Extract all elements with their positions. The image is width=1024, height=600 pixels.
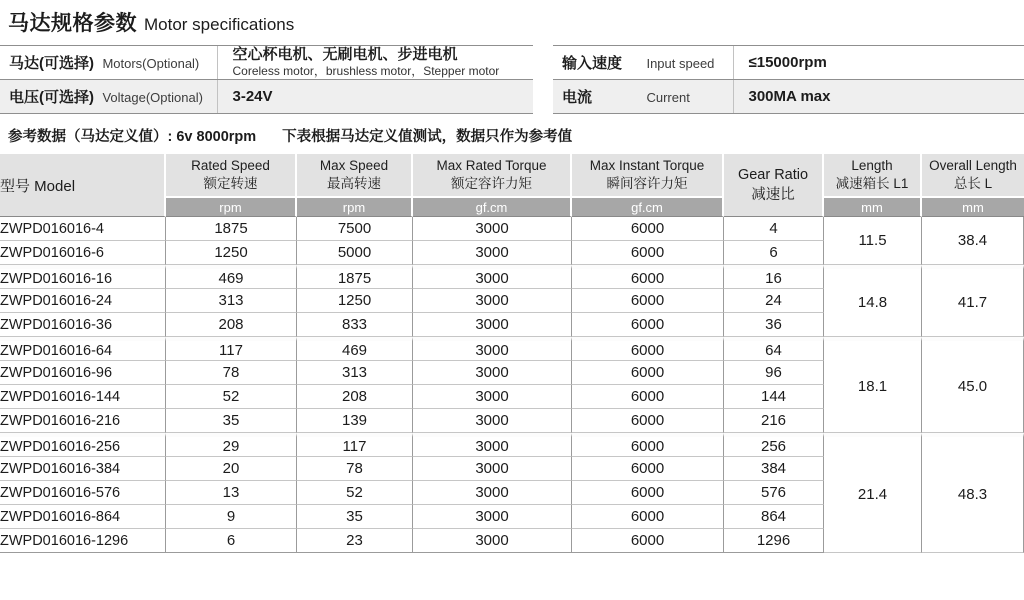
input-speed-label-zh: 输入速度 (562, 55, 623, 72)
model-cell: ZWPD016016-384 (0, 457, 166, 481)
spec-row (0, 217, 1024, 241)
gear-ratio-cell: 144 (724, 385, 824, 409)
gear-ratio-cell: 256 (724, 433, 824, 457)
length-l1-cell: 14.8 (824, 265, 922, 337)
model-cell: ZWPD016016-24 (0, 289, 166, 313)
max-instant-torque-unit: gf.cm (572, 198, 724, 217)
gear-ratio-cell: 16 (724, 265, 824, 289)
rated-speed-cell: 117 (166, 337, 297, 361)
max-speed-cell: 313 (297, 361, 413, 385)
input-speed-value (733, 46, 1024, 80)
current-row (553, 80, 1024, 114)
page-title-zh: 马达规格参数 (8, 12, 137, 35)
model-cell: ZWPD016016-64 (0, 337, 166, 361)
overall-length-header-zh: 总长 L (953, 176, 993, 191)
rated-speed-cell: 313 (166, 289, 297, 313)
max-speed-cell: 35 (297, 505, 413, 529)
overall-length-cell: 41.7 (922, 265, 1024, 337)
max-speed-cell: 1250 (297, 289, 413, 313)
max-speed-header-zh: 最高转速 (327, 176, 381, 191)
max-speed-cell: 139 (297, 409, 413, 433)
max-instant-torque-cell: 6000 (572, 481, 724, 505)
rated-speed-cell: 469 (166, 265, 297, 289)
max-rated-torque-cell: 3000 (413, 457, 572, 481)
rated-speed-column-header (166, 154, 297, 198)
specs-table (0, 154, 1024, 553)
max-speed-cell: 117 (297, 433, 413, 457)
max-rated-torque-cell: 3000 (413, 481, 572, 505)
motors-label-en: Motors(Optional) (102, 56, 200, 71)
max-instant-torque-header-en: Max Instant Torque (589, 158, 705, 174)
rated-speed-cell: 1875 (166, 217, 297, 241)
max-rated-torque-column-header (413, 154, 572, 198)
gear-ratio-cell: 6 (724, 241, 824, 265)
max-speed-column-header (297, 154, 413, 198)
gear-ratio-header-zh: 减速比 (751, 186, 795, 203)
reference-note-suffix: 下表根据马达定义值测试，数据只作为参考值 (282, 129, 573, 145)
voltage-value (217, 80, 533, 114)
model-cell: ZWPD016016-6 (0, 241, 166, 265)
rated-speed-unit: rpm (166, 198, 297, 217)
motors-label (0, 46, 217, 80)
current-value-text: 300MA max (748, 87, 831, 105)
motors-label-zh: 马达(可选择) (9, 55, 94, 72)
rated-speed-cell: 20 (166, 457, 297, 481)
model-cell: ZWPD016016-864 (0, 505, 166, 529)
max-speed-cell: 5000 (297, 241, 413, 265)
input-speed-row (553, 46, 1024, 80)
voltage-label-en: Voltage(Optional) (102, 90, 203, 105)
model-cell: ZWPD016016-256 (0, 433, 166, 457)
max-instant-torque-column-header (572, 154, 724, 198)
max-instant-torque-cell: 6000 (572, 505, 724, 529)
model-column-header: 型号 Model (0, 154, 166, 217)
model-cell: ZWPD016016-96 (0, 361, 166, 385)
rated-speed-cell: 13 (166, 481, 297, 505)
spec-row (0, 265, 1024, 289)
rated-speed-header-zh: 额定转速 (203, 176, 258, 191)
max-rated-torque-cell: 3000 (413, 313, 572, 337)
model-cell: ZWPD016016-4 (0, 217, 166, 241)
max-rated-torque-cell: 3000 (413, 361, 572, 385)
overall-length-cell: 48.3 (922, 433, 1024, 553)
overall-length-column-header (922, 154, 1024, 198)
max-rated-torque-cell: 3000 (413, 241, 572, 265)
max-rated-torque-cell: 3000 (413, 505, 572, 529)
model-cell: ZWPD016016-1296 (0, 529, 166, 553)
voltage-value-text: 3-24V (232, 87, 273, 105)
motors-row (0, 46, 533, 80)
input-speed-label (553, 46, 733, 80)
max-rated-torque-cell: 3000 (413, 433, 572, 457)
gear-ratio-cell: 216 (724, 409, 824, 433)
max-rated-torque-cell: 3000 (413, 217, 572, 241)
max-speed-cell: 52 (297, 481, 413, 505)
overall-length-cell: 38.4 (922, 217, 1024, 265)
motor-options-table (0, 45, 533, 114)
gear-ratio-cell: 1296 (724, 529, 824, 553)
current-label (553, 80, 733, 114)
max-speed-cell: 7500 (297, 217, 413, 241)
length-l1-cell: 18.1 (824, 337, 922, 433)
length-l1-header-zh: 减速箱长 L1 (835, 176, 909, 191)
max-instant-torque-cell: 6000 (572, 241, 724, 265)
rated-speed-cell: 1250 (166, 241, 297, 265)
page-title (8, 7, 1024, 37)
max-rated-torque-cell: 3000 (413, 337, 572, 361)
max-rated-torque-cell: 3000 (413, 529, 572, 553)
max-speed-cell: 78 (297, 457, 413, 481)
overall-length-unit: mm (922, 198, 1024, 217)
max-rated-torque-cell: 3000 (413, 385, 572, 409)
current-value (733, 80, 1024, 114)
motors-value-zh: 空心杯电机、无刷电机、步进电机 (232, 46, 458, 64)
max-instant-torque-cell: 6000 (572, 337, 724, 361)
current-label-zh: 电流 (562, 89, 593, 106)
rated-speed-cell: 35 (166, 409, 297, 433)
max-instant-torque-cell: 6000 (572, 433, 724, 457)
motors-value (217, 46, 533, 80)
model-cell: ZWPD016016-144 (0, 385, 166, 409)
input-speed-value-text: ≤15000rpm (748, 53, 827, 71)
max-speed-cell: 833 (297, 313, 413, 337)
max-speed-cell: 208 (297, 385, 413, 409)
max-instant-torque-cell: 6000 (572, 313, 724, 337)
overall-length-header-en: Overall Length (929, 158, 1017, 174)
spec-row (0, 433, 1024, 457)
reference-note-prefix: 参考数据（马达定义值）: 6v 8000rpm (8, 129, 257, 145)
page-title-en: Motor specifications (144, 15, 295, 34)
info-section (0, 45, 1024, 114)
voltage-label-zh: 电压(可选择) (9, 89, 94, 106)
max-speed-cell: 1875 (297, 265, 413, 289)
max-instant-torque-cell: 6000 (572, 457, 724, 481)
gear-ratio-cell: 4 (724, 217, 824, 241)
length-l1-unit: mm (824, 198, 922, 217)
max-speed-cell: 469 (297, 337, 413, 361)
input-speed-label-en: Input speed (646, 56, 715, 71)
max-speed-cell: 23 (297, 529, 413, 553)
electrical-table (553, 45, 1024, 114)
gear-ratio-cell: 64 (724, 337, 824, 361)
reference-note (8, 125, 1024, 146)
voltage-row (0, 80, 533, 114)
rated-speed-cell: 78 (166, 361, 297, 385)
max-speed-unit: rpm (297, 198, 413, 217)
max-instant-torque-cell: 6000 (572, 529, 724, 553)
rated-speed-cell: 6 (166, 529, 297, 553)
max-instant-torque-cell: 6000 (572, 217, 724, 241)
length-l1-cell: 21.4 (824, 433, 922, 553)
gear-ratio-column-header (724, 154, 824, 217)
rated-speed-cell: 208 (166, 313, 297, 337)
max-rated-torque-cell: 3000 (413, 265, 572, 289)
gear-ratio-cell: 864 (724, 505, 824, 529)
max-speed-header-en: Max Speed (319, 158, 389, 174)
length-l1-header-en: Length (851, 158, 893, 174)
max-instant-torque-cell: 6000 (572, 265, 724, 289)
rated-speed-header-en: Rated Speed (191, 158, 270, 174)
max-instant-torque-cell: 6000 (572, 385, 724, 409)
rated-speed-cell: 29 (166, 433, 297, 457)
max-rated-torque-unit: gf.cm (413, 198, 572, 217)
model-cell: ZWPD016016-576 (0, 481, 166, 505)
length-l1-column-header (824, 154, 922, 198)
gear-ratio-header-en: Gear Ratio (737, 166, 809, 183)
max-rated-torque-header-en: Max Rated Torque (436, 158, 547, 174)
spec-header-row (0, 154, 1024, 198)
rated-speed-cell: 52 (166, 385, 297, 409)
model-cell: ZWPD016016-36 (0, 313, 166, 337)
gear-ratio-cell: 24 (724, 289, 824, 313)
overall-length-cell: 45.0 (922, 337, 1024, 433)
gear-ratio-cell: 576 (724, 481, 824, 505)
max-instant-torque-cell: 6000 (572, 289, 724, 313)
max-instant-torque-header-zh: 瞬间容许力矩 (606, 176, 688, 191)
motors-value-en: Coreless motor，brushless motor，Stepper motor (232, 64, 500, 79)
length-l1-cell: 11.5 (824, 217, 922, 265)
max-rated-torque-cell: 3000 (413, 409, 572, 433)
current-label-en: Current (646, 90, 690, 105)
gear-ratio-cell: 96 (724, 361, 824, 385)
rated-speed-cell: 9 (166, 505, 297, 529)
max-instant-torque-cell: 6000 (572, 361, 724, 385)
model-cell: ZWPD016016-216 (0, 409, 166, 433)
voltage-label (0, 80, 217, 114)
model-cell: ZWPD016016-16 (0, 265, 166, 289)
max-rated-torque-header-zh: 额定容许力矩 (451, 176, 532, 191)
gear-ratio-cell: 384 (724, 457, 824, 481)
spec-row (0, 337, 1024, 361)
max-instant-torque-cell: 6000 (572, 409, 724, 433)
max-rated-torque-cell: 3000 (413, 289, 572, 313)
gear-ratio-cell: 36 (724, 313, 824, 337)
